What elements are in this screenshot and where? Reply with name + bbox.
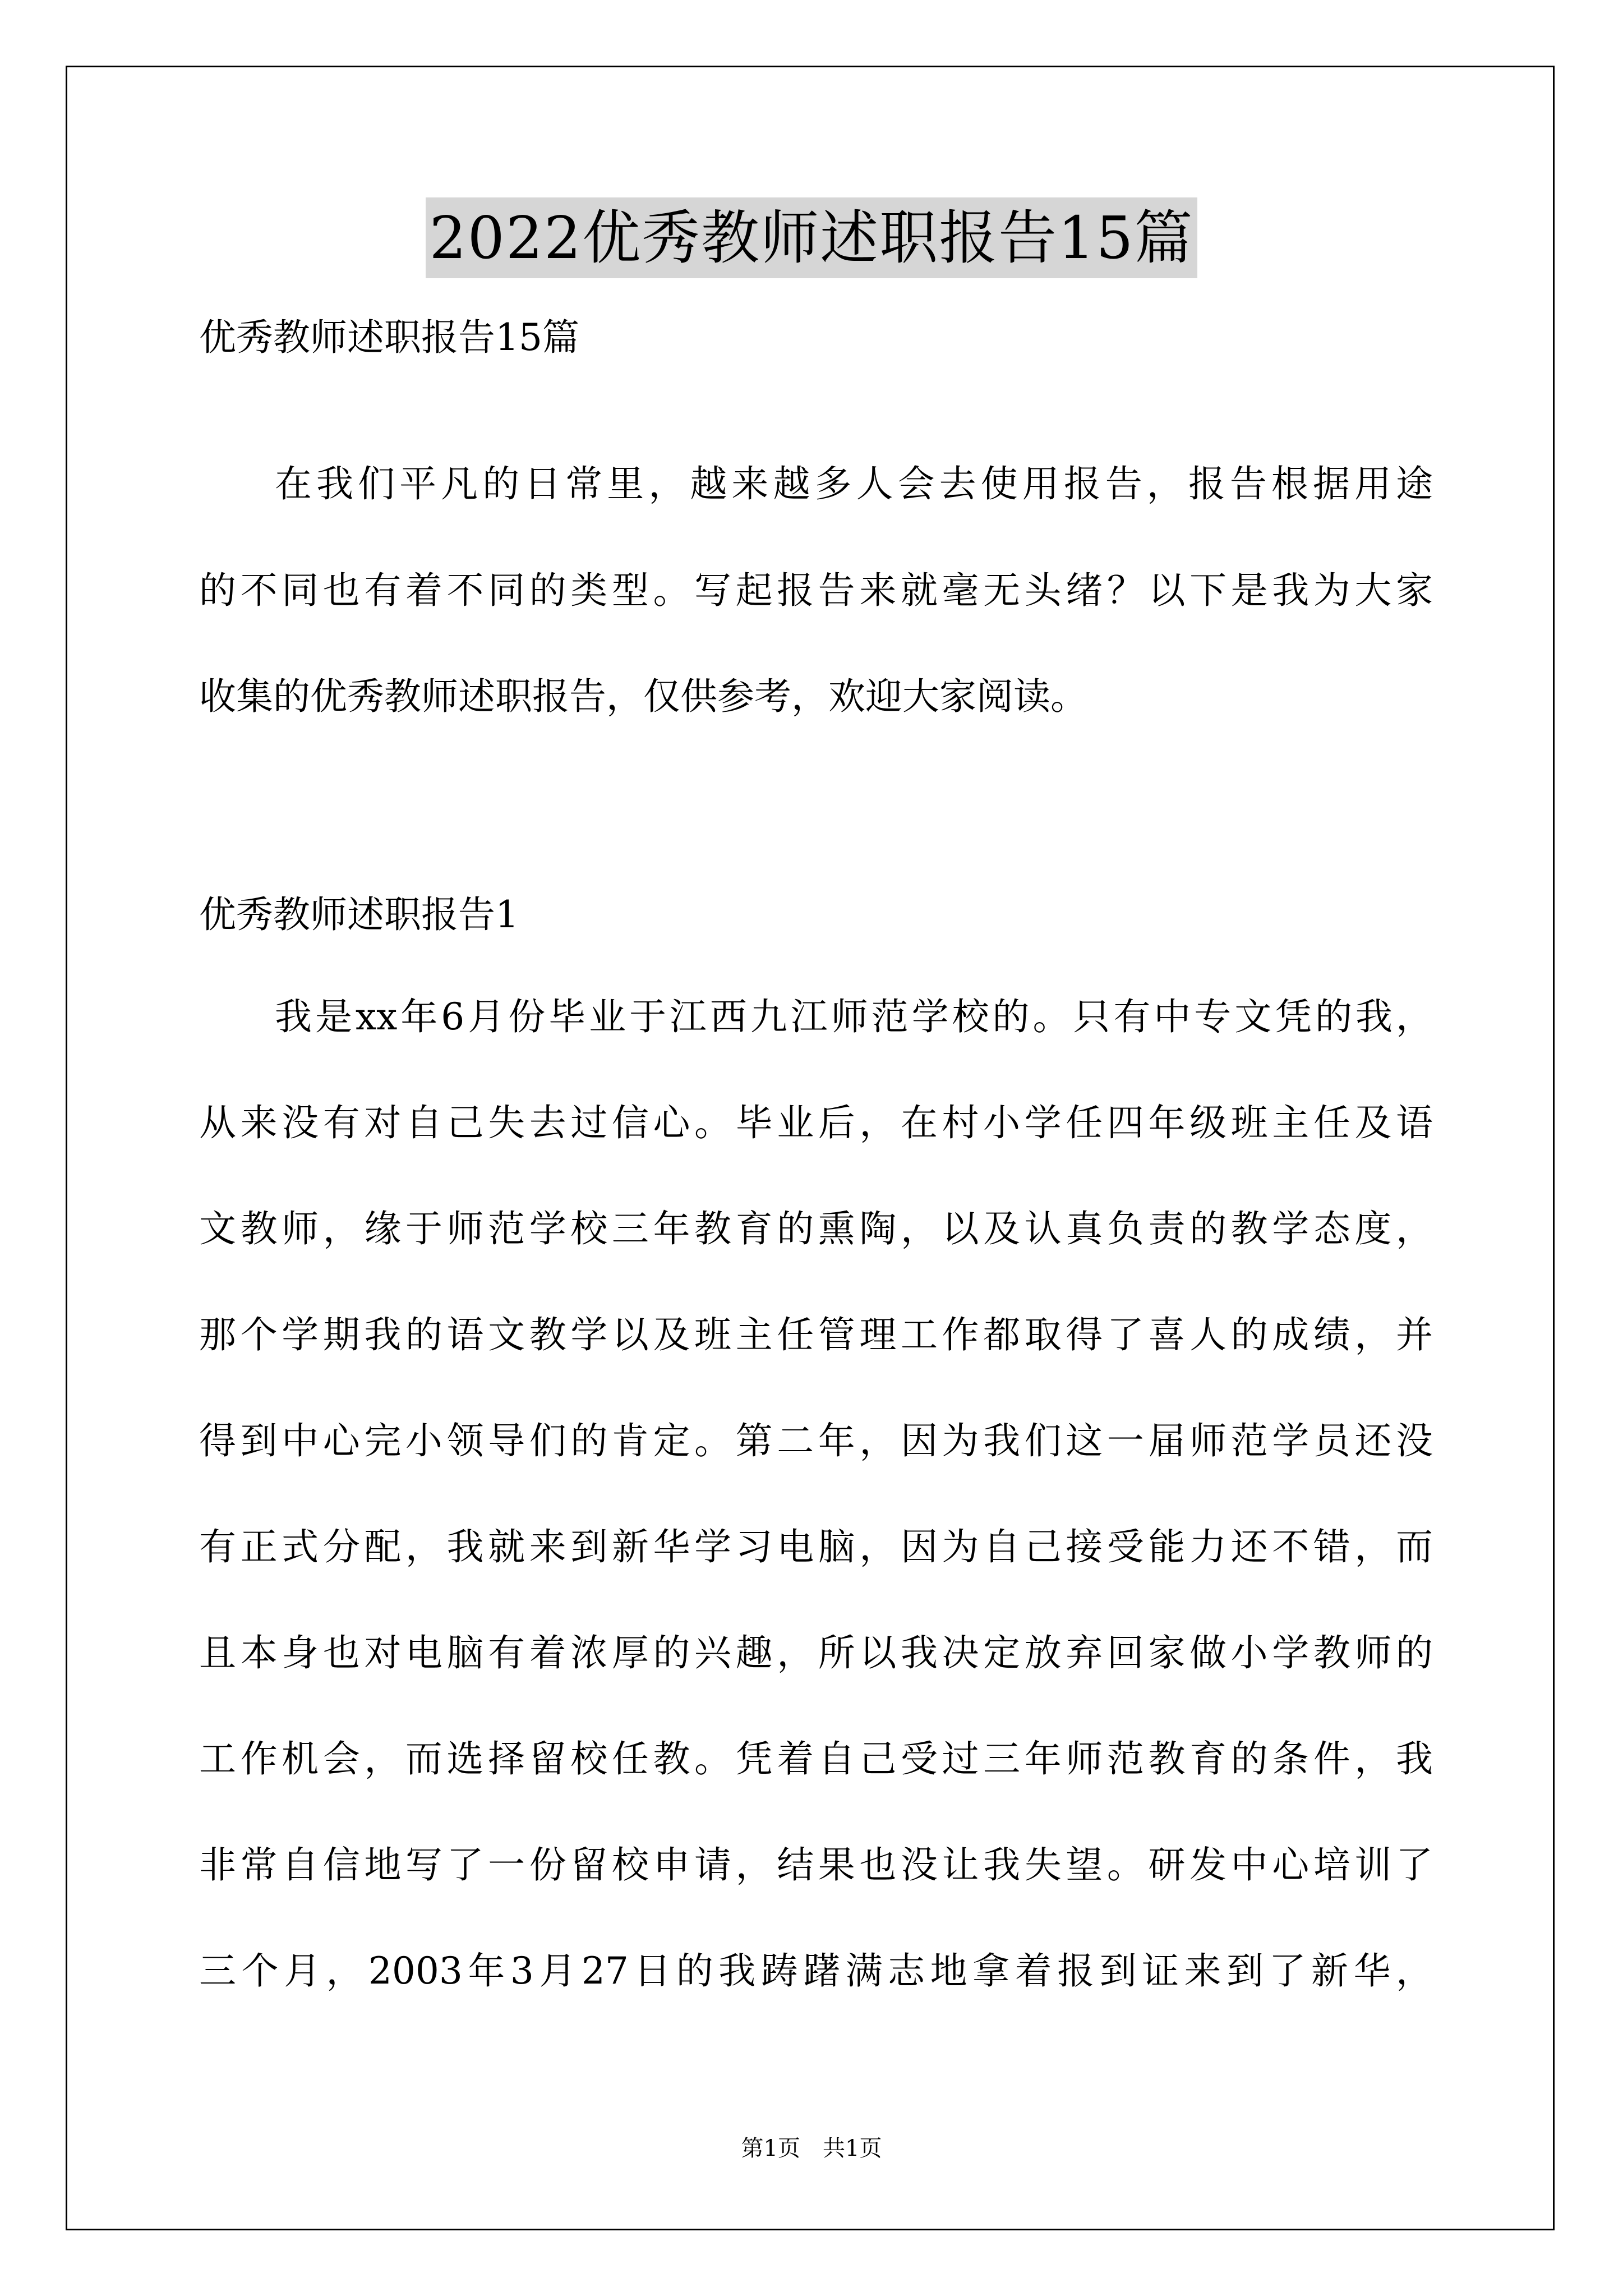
body-line: 从来没有对自己失去过信心。毕业后，在村小学任四年级班主任及语: [199, 1101, 1433, 1144]
body-line: 工作机会，而选择留校任教。凭着自己受过三年师范教育的条件，我: [199, 1737, 1433, 1780]
body-line: 得到中心完小领导们的肯定。第二年，因为我们这一届师范学员还没: [199, 1419, 1433, 1462]
body-line: 我是xx年6月份毕业于江西九江师范学校的。只有中专文凭的我，: [275, 995, 1433, 1038]
intro-line: 在我们平凡的日常里，越来越多人会去使用报告，报告根据用途: [275, 462, 1433, 505]
document-subtitle: 优秀教师述职报告15篇: [199, 316, 579, 359]
body-line: 非常自信地写了一份留校申请，结果也没让我失望。研发中心培训了: [199, 1843, 1433, 1887]
page-footer: 第1页 共1页: [741, 2136, 882, 2161]
body-line: 文教师，缘于师范学校三年教育的熏陶，以及认真负责的教学态度，: [199, 1207, 1433, 1250]
body-line: 三个月，2003年3月27日的我踌躇满志地拿着报到证来到了新华，: [199, 1949, 1433, 1993]
intro-line: 的不同也有着不同的类型。写起报告来就毫无头绪？以下是我为大家: [199, 569, 1433, 612]
body-line: 且本身也对电脑有着浓厚的兴趣，所以我决定放弃回家做小学教师的: [199, 1631, 1433, 1674]
section-heading: 优秀教师述职报告1: [199, 893, 519, 936]
body-line: 那个学期我的语文教学以及班主任管理工作都取得了喜人的成绩，并: [199, 1313, 1433, 1356]
title-container: [0, 197, 1623, 278]
body-line: 有正式分配，我就来到新华学习电脑，因为自己接受能力还不错，而: [199, 1525, 1433, 1568]
document-title: 2022优秀教师述职报告15篇: [426, 197, 1197, 278]
intro-line: 收集的优秀教师述职报告，仅供参考，欢迎大家阅读。: [199, 675, 1087, 718]
